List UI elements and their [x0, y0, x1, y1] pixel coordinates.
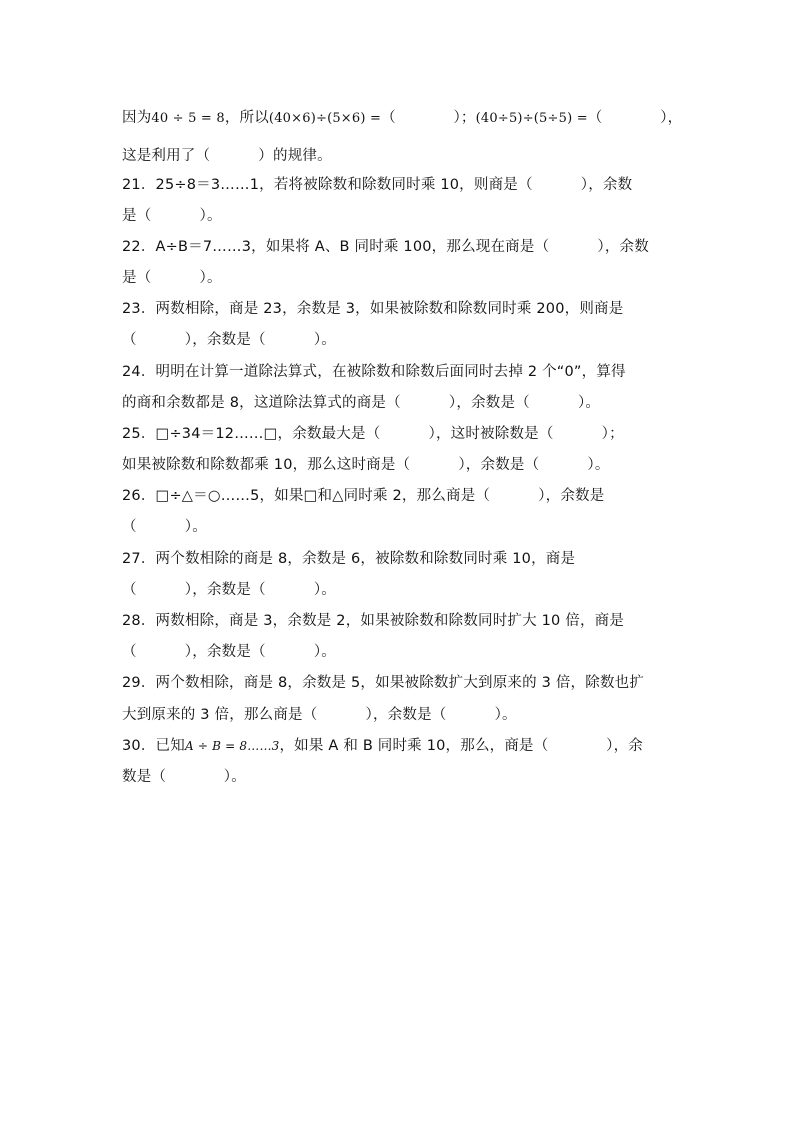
question-22-line-1: 22．A÷B＝7……3，如果将 A、B 同时乘 100，那么现在商是（ ），余数: [122, 239, 649, 255]
answer-blank: （ ），: [587, 110, 683, 126]
math-expression: (40×6)÷(5×6) =: [268, 111, 382, 126]
question-26-line-2: （ ）。: [122, 519, 207, 535]
question-28-line-2: （ ），余数是（ ）。: [122, 644, 336, 660]
answer-blank: （ ）；: [381, 110, 476, 126]
text-segment: 30．已知: [122, 738, 185, 754]
question-21-line-2: 是（ ）。: [122, 208, 222, 224]
question-29-line-1: 29．两个数相除，商是 8，余数是 5，如果被除数扩大到原来的 3 倍，除数也扩: [122, 675, 645, 691]
question-27-line-1: 27．两个数相除的商是 8，余数是 6，被除数和除数同时乘 10，商是: [122, 551, 576, 567]
math-expression: 40 ÷ 5 = 8: [151, 111, 225, 126]
question-21-line-1: 21．25÷8＝3……1，若将被除数和除数同时乘 10，则商是（ ），余数: [122, 177, 633, 193]
question-28-line-1: 28．两数相除，商是 3，余数是 2，如果被除数和除数同时扩大 10 倍，商是: [122, 613, 625, 629]
question-29-line-2: 大到原来的 3 倍，那么商是（ ），余数是（ ）。: [122, 707, 517, 723]
question-24-line-2: 的商和余数都是 8，这道除法算式的商是（ ），余数是（ ）。: [122, 395, 601, 411]
text-segment: ，如果 A 和 B 同时乘 10，那么，商是（ ），余: [279, 738, 644, 754]
question-line: 这是利用了（ ）的规律。: [122, 148, 332, 164]
question-27-line-2: （ ），余数是（ ）。: [122, 582, 336, 598]
question-30-line-2: 数是（ ）。: [122, 769, 246, 785]
math-expression: (40÷5)÷(5÷5) =: [475, 111, 588, 126]
question-30-line-1: [122, 736, 682, 756]
question-25-line-1: 25．□÷34＝12……□，余数最大是（ ），这时被除数是（ ）；: [122, 426, 624, 442]
question-24-line-1: 24．明明在计算一道除法算式，在被除数和除数后面同时去掉 2 个“0”，算得: [122, 364, 626, 380]
question-23-line-2: （ ），余数是（ ）。: [122, 332, 336, 348]
question-23-line-1: 23．两数相除，商是 23，余数是 3，如果被除数和除数同时乘 200，则商是: [122, 301, 624, 317]
question-25-line-2: 如果被除数和除数都乘 10，那么这时商是（ ），余数是（ ）。: [122, 457, 610, 473]
math-expression: A ÷ B = 8……3: [184, 739, 280, 753]
question-line-intro: [122, 108, 682, 129]
text-segment: ，所以: [224, 110, 269, 126]
question-22-line-2: 是（ ）。: [122, 270, 222, 286]
text-segment: 因为: [122, 110, 152, 126]
question-26-line-1: 26．□÷△＝○……5，如果□和△同时乘 2，那么商是（ ），余数是: [122, 488, 605, 504]
